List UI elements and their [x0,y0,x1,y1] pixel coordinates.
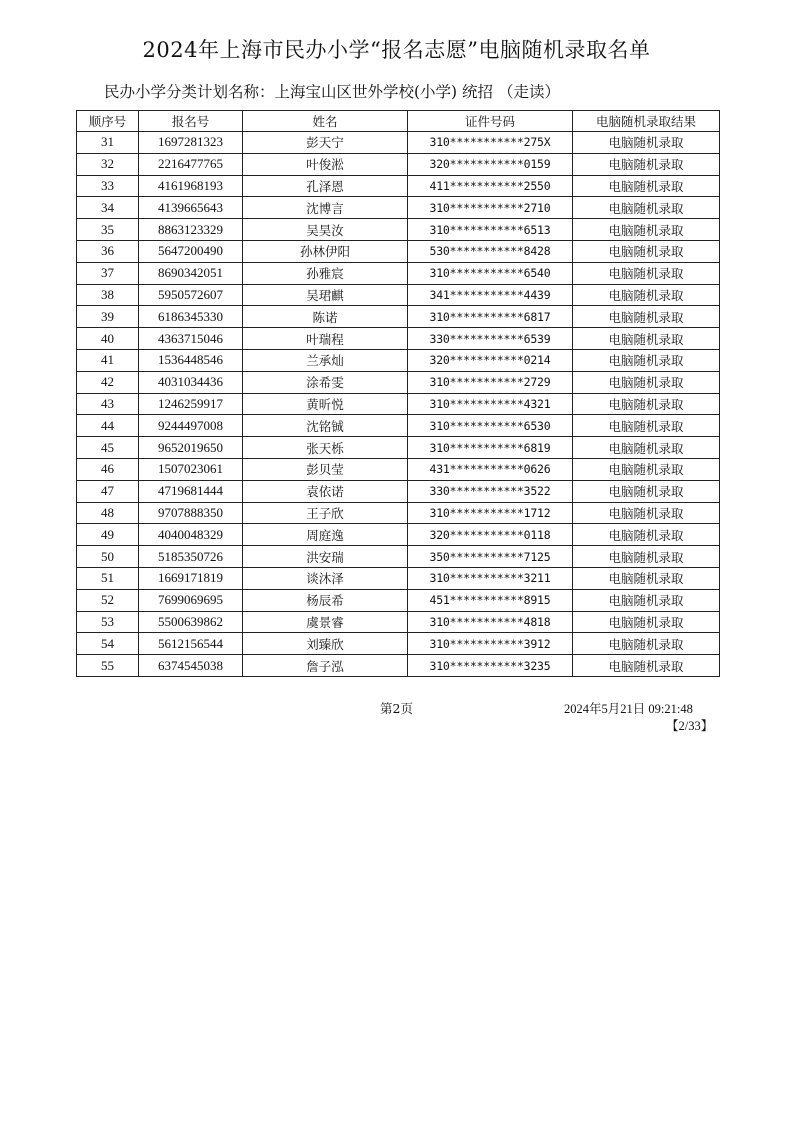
cell-id-no: 451***********8915 [408,589,573,611]
cell-result: 电脑随机录取 [573,284,720,306]
cell-reg-no: 1669171819 [139,567,243,589]
table-row [77,240,720,262]
cell-name: 周庭逸 [243,524,408,546]
cell-name: 洪安瑞 [243,546,408,568]
header-seq: 顺序号 [77,111,139,132]
cell-reg-no: 4040048329 [139,524,243,546]
header-name: 姓名 [243,111,408,132]
cell-reg-no: 2216477765 [139,153,243,175]
cell-id-no: 310***********275X [408,132,573,154]
cell-id-no: 330***********6539 [408,328,573,350]
cell-name: 王子欣 [243,502,408,524]
table-row [77,393,720,415]
cell-result: 电脑随机录取 [573,306,720,328]
cell-seq: 45 [77,437,139,459]
cell-seq: 55 [77,655,139,677]
cell-name: 黄昕悦 [243,393,408,415]
cell-seq: 41 [77,349,139,371]
page-label: 第2页 [380,701,413,716]
table-row [77,524,720,546]
cell-seq: 49 [77,524,139,546]
cell-seq: 32 [77,153,139,175]
cell-seq: 33 [77,175,139,197]
cell-result: 电脑随机录取 [573,371,720,393]
cell-reg-no: 5500639862 [139,611,243,633]
cell-result: 电脑随机录取 [573,393,720,415]
cell-reg-no: 4139665643 [139,197,243,219]
cell-id-no: 310***********3211 [408,567,573,589]
cell-result: 电脑随机录取 [573,611,720,633]
cell-result: 电脑随机录取 [573,262,720,284]
cell-result: 电脑随机录取 [573,437,720,459]
cell-result: 电脑随机录取 [573,655,720,677]
cell-seq: 43 [77,393,139,415]
cell-result: 电脑随机录取 [573,524,720,546]
cell-id-no: 530***********8428 [408,240,573,262]
table-row [77,306,720,328]
cell-result: 电脑随机录取 [573,197,720,219]
cell-id-no: 310***********2729 [408,371,573,393]
cell-id-no: 320***********0214 [408,349,573,371]
cell-seq: 31 [77,132,139,154]
print-timestamp: 2024年5月21日 09:21:48 [564,702,693,716]
header-reg-no: 报名号 [139,111,243,132]
cell-name: 彭天宁 [243,132,408,154]
cell-id-no: 310***********6513 [408,219,573,241]
cell-result: 电脑随机录取 [573,589,720,611]
cell-reg-no: 4031034436 [139,371,243,393]
cell-reg-no: 9652019650 [139,437,243,459]
table-row [77,328,720,350]
cell-id-no: 310***********6540 [408,262,573,284]
header-result: 电脑随机录取结果 [573,111,720,132]
cell-result: 电脑随机录取 [573,328,720,350]
cell-seq: 46 [77,458,139,480]
cell-reg-no: 5950572607 [139,284,243,306]
cell-reg-no: 4719681444 [139,480,243,502]
cell-seq: 40 [77,328,139,350]
cell-reg-no: 8863123329 [139,219,243,241]
table-row [77,480,720,502]
table-row [77,262,720,284]
cell-result: 电脑随机录取 [573,633,720,655]
cell-reg-no: 5612156544 [139,633,243,655]
cell-name: 张天栎 [243,437,408,459]
cell-name: 袁依诺 [243,480,408,502]
cell-name: 涂希雯 [243,371,408,393]
cell-seq: 47 [77,480,139,502]
cell-id-no: 330***********3522 [408,480,573,502]
cell-name: 孔泽恩 [243,175,408,197]
cell-name: 孙雅宸 [243,262,408,284]
cell-result: 电脑随机录取 [573,219,720,241]
cell-result: 电脑随机录取 [573,458,720,480]
cell-id-no: 310***********3912 [408,633,573,655]
table-row [77,633,720,655]
table-row [77,219,720,241]
table-row [77,437,720,459]
cell-seq: 36 [77,240,139,262]
cell-seq: 39 [77,306,139,328]
cell-id-no: 310***********3235 [408,655,573,677]
table-row [77,132,720,154]
table-row [77,284,720,306]
cell-seq: 34 [77,197,139,219]
cell-seq: 42 [77,371,139,393]
cell-name: 孙林伊阳 [243,240,408,262]
table-row [77,458,720,480]
cell-id-no: 320***********0159 [408,153,573,175]
table-row [77,611,720,633]
cell-id-no: 310***********2710 [408,197,573,219]
table-row [77,502,720,524]
cell-id-no: 341***********4439 [408,284,573,306]
cell-result: 电脑随机录取 [573,153,720,175]
table-row [77,567,720,589]
cell-name: 吴珺麒 [243,284,408,306]
cell-result: 电脑随机录取 [573,349,720,371]
cell-result: 电脑随机录取 [573,132,720,154]
cell-seq: 54 [77,633,139,655]
table-row [77,349,720,371]
page-counter: 【2/33】 [666,719,714,733]
cell-reg-no: 5185350726 [139,546,243,568]
cell-seq: 38 [77,284,139,306]
cell-reg-no: 1507023061 [139,458,243,480]
cell-name: 吴昊汝 [243,219,408,241]
cell-id-no: 310***********6817 [408,306,573,328]
cell-reg-no: 9244497008 [139,415,243,437]
cell-name: 彭贝莹 [243,458,408,480]
cell-name: 虞景睿 [243,611,408,633]
cell-id-no: 310***********4321 [408,393,573,415]
cell-name: 谈沐泽 [243,567,408,589]
cell-result: 电脑随机录取 [573,480,720,502]
cell-id-no: 310***********6530 [408,415,573,437]
cell-result: 电脑随机录取 [573,415,720,437]
cell-result: 电脑随机录取 [573,546,720,568]
cell-result: 电脑随机录取 [573,502,720,524]
table-row [77,197,720,219]
cell-name: 叶瑞程 [243,328,408,350]
cell-id-no: 350***********7125 [408,546,573,568]
table-row [77,546,720,568]
cell-id-no: 310***********4818 [408,611,573,633]
cell-result: 电脑随机录取 [573,567,720,589]
cell-id-no: 310***********1712 [408,502,573,524]
table-row [77,415,720,437]
cell-reg-no: 6374545038 [139,655,243,677]
table-row [77,175,720,197]
cell-seq: 50 [77,546,139,568]
cell-name: 沈博言 [243,197,408,219]
admission-table [76,110,720,677]
cell-reg-no: 6186345330 [139,306,243,328]
cell-id-no: 320***********0118 [408,524,573,546]
cell-reg-no: 1246259917 [139,393,243,415]
table-row [77,153,720,175]
cell-name: 詹子泓 [243,655,408,677]
cell-reg-no: 5647200490 [139,240,243,262]
cell-id-no: 431***********0626 [408,458,573,480]
cell-reg-no: 9707888350 [139,502,243,524]
cell-reg-no: 7699069695 [139,589,243,611]
cell-seq: 44 [77,415,139,437]
cell-id-no: 310***********6819 [408,437,573,459]
header-id-no: 证件号码 [408,111,573,132]
table-row [77,589,720,611]
cell-reg-no: 1536448546 [139,349,243,371]
cell-name: 刘臻欣 [243,633,408,655]
table-header-row [77,111,720,132]
cell-name: 陈诺 [243,306,408,328]
table-row [77,371,720,393]
cell-seq: 52 [77,589,139,611]
cell-seq: 51 [77,567,139,589]
cell-reg-no: 4363715046 [139,328,243,350]
document-title: 2024年上海市民办小学“报名志愿”电脑随机录取名单 [142,38,651,62]
table-row [77,655,720,677]
cell-result: 电脑随机录取 [573,175,720,197]
cell-name: 沈铭铖 [243,415,408,437]
cell-name: 叶俊淞 [243,153,408,175]
cell-seq: 53 [77,611,139,633]
cell-reg-no: 1697281323 [139,132,243,154]
cell-seq: 37 [77,262,139,284]
cell-result: 电脑随机录取 [573,240,720,262]
cell-reg-no: 4161968193 [139,175,243,197]
plan-name: 民办小学分类计划名称：上海宝山区世外学校(小学) 统招 （走读） [104,83,560,101]
cell-id-no: 411***********2550 [408,175,573,197]
cell-name: 杨辰希 [243,589,408,611]
cell-seq: 48 [77,502,139,524]
cell-reg-no: 8690342051 [139,262,243,284]
cell-name: 兰承灿 [243,349,408,371]
cell-seq: 35 [77,219,139,241]
